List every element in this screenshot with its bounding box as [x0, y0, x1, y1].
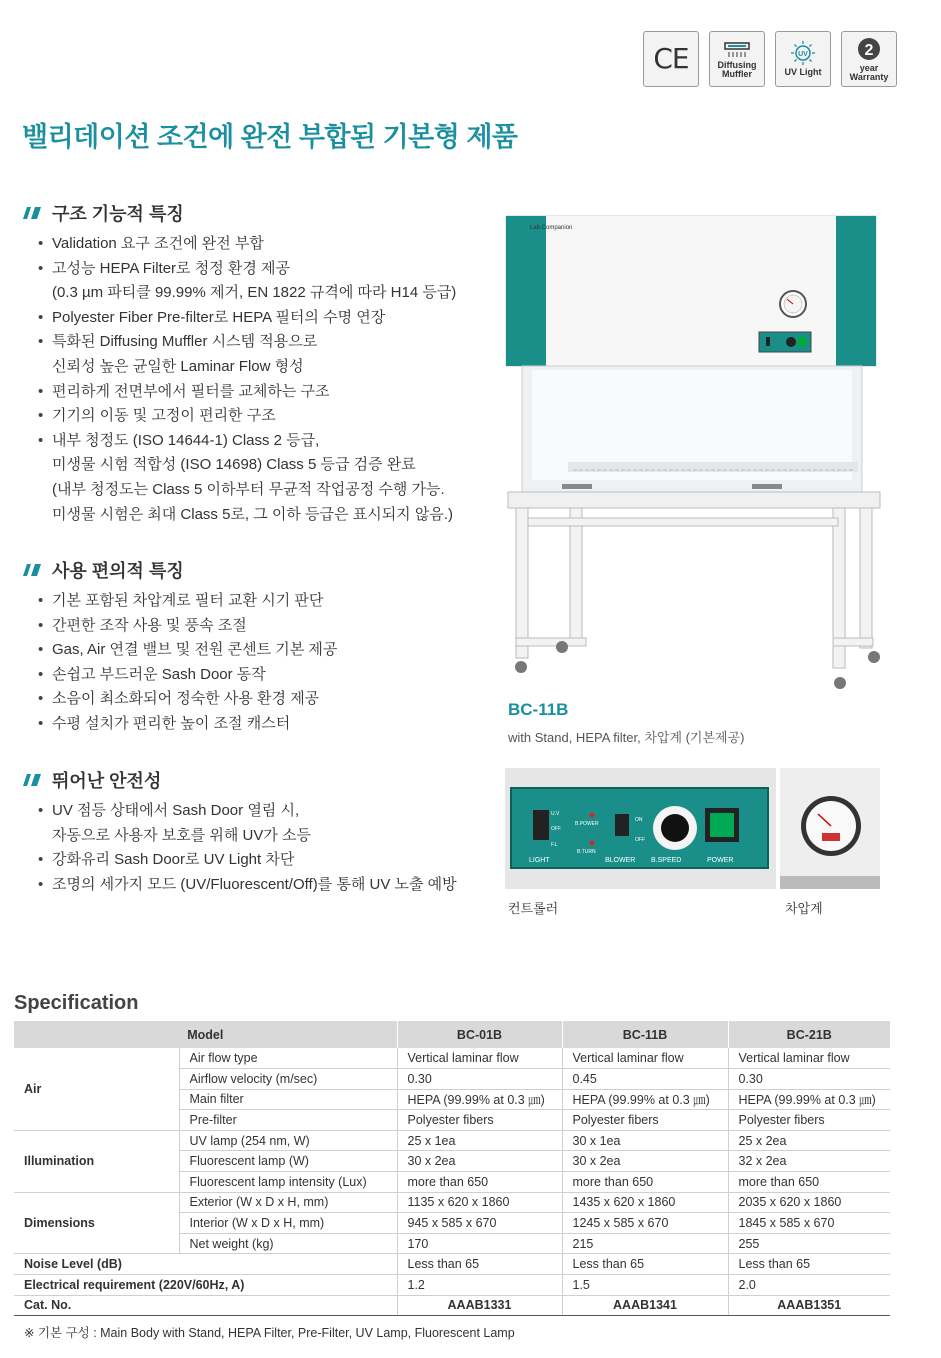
cell: 945 x 585 x 670 [397, 1213, 562, 1234]
list-item: (내부 청정도는 Class 5 이하부터 무균적 작업공정 수행 가능. [52, 480, 445, 498]
caption-controller: 컨트롤러 [508, 901, 559, 916]
table-row [14, 1254, 890, 1275]
cell: 170 [397, 1233, 562, 1254]
row-label: Electrical requirement (220V/60Hz, A) [14, 1275, 397, 1296]
cell: more than 650 [562, 1172, 728, 1193]
spec-table [14, 1021, 890, 1316]
list-item: • Polyester Fiber Pre-filter로 HEPA 필터의 수명 연장 [20, 306, 490, 331]
footnote: ※ 기본 구성 : Main Body with Stand, HEPA Filter, Pre-Filter, UV Lamp, Fluorescent Lamp [24, 1326, 515, 1340]
cell: 32 x 2ea [728, 1151, 890, 1172]
item-label: Interior (W x D x H, mm) [179, 1213, 397, 1234]
row-label: Cat. No. [14, 1295, 397, 1316]
cell: more than 650 [397, 1172, 562, 1193]
list-item: • 강화유리 Sash Door로 UV Light 차단 [20, 848, 490, 873]
page-title: 밸리데이션 조건에 완전 부합된 기본형 제품 [22, 122, 518, 152]
certification-badges [643, 31, 897, 87]
cell: HEPA (99.99% at 0.3 ㎛) [728, 1089, 890, 1110]
svg-text:Lab Companion: Lab Companion [530, 225, 573, 231]
section-marker-icon [20, 206, 42, 220]
table-row [14, 1130, 890, 1151]
cell: 25 x 2ea [728, 1130, 890, 1151]
list-item: • 간편한 조작 사용 및 풍속 조절 [20, 614, 490, 639]
cell: 0.45 [562, 1069, 728, 1090]
section-title: 사용 편의적 특징 [52, 561, 184, 581]
cell: 1135 x 620 x 1860 [397, 1192, 562, 1213]
list-item: • Validation 요구 조건에 완전 부합 [20, 232, 490, 257]
header-col: BC-01B [397, 1021, 562, 1048]
list-item: 미생물 시험 적합성 (ISO 14698) Class 5 등급 검증 완료 [52, 456, 416, 474]
svg-text:B.SPEED: B.SPEED [651, 857, 682, 864]
list-item: 자동으로 사용자 보호를 위해 UV가 소등 [52, 826, 312, 844]
cell: 1435 x 620 x 1860 [562, 1192, 728, 1213]
cell: more than 650 [728, 1172, 890, 1193]
cell: Vertical laminar flow [728, 1048, 890, 1069]
section-marker-icon [20, 563, 42, 577]
row-label: Noise Level (dB) [14, 1254, 397, 1275]
table-row [14, 1048, 890, 1069]
item-label: UV lamp (254 nm, W) [179, 1130, 397, 1151]
svg-text:OFF: OFF [635, 837, 645, 843]
svg-text:B.POWER: B.POWER [575, 821, 599, 827]
model-description: with Stand, HEPA filter, 차압계 (기본제공) [508, 730, 745, 745]
pressure-gauge-image [780, 768, 880, 889]
list-item: (0.3 µm 파티클 99.99% 제거, EN 1822 규격에 따라 H14 등급) [52, 284, 457, 302]
item-label: Net weight (kg) [179, 1233, 397, 1254]
list-item: 미생물 시험은 최대 Class 5로, 그 이하 등급은 표시되지 않음.) [52, 505, 453, 523]
cell: 30 x 2ea [562, 1151, 728, 1172]
table-row [14, 1275, 890, 1296]
warranty-icon: 2 year Warranty [841, 31, 897, 87]
header-col: BC-11B [562, 1021, 728, 1048]
group-label: Illumination [14, 1130, 179, 1192]
cell: 2.0 [728, 1275, 890, 1296]
item-label: Exterior (W x D x H, mm) [179, 1192, 397, 1213]
list-item: • 기본 포함된 차압계로 필터 교환 시기 판단 [20, 589, 490, 614]
item-label: Airflow velocity (m/sec) [179, 1069, 397, 1090]
ce-mark-icon: CE [643, 31, 699, 87]
list-item: • 소음이 최소화되어 정숙한 사용 환경 제공 [20, 687, 490, 712]
svg-text:2: 2 [864, 41, 874, 59]
svg-text:BLOWER: BLOWER [605, 857, 636, 864]
list-item: • 기기의 이동 및 고정이 편리한 구조 [20, 404, 490, 429]
table-header-row [14, 1021, 890, 1048]
cell: 0.30 [397, 1069, 562, 1090]
cell: 1.2 [397, 1275, 562, 1296]
svg-text:OFF: OFF [551, 826, 561, 832]
product-image [488, 200, 888, 695]
section-structure [20, 200, 490, 527]
list-item: • 내부 청정도 (ISO 14644-1) Class 2 등급, [20, 429, 490, 454]
header-col: BC-21B [728, 1021, 890, 1048]
cell: AAAB1351 [728, 1295, 890, 1316]
cell: 25 x 1ea [397, 1130, 562, 1151]
item-label: Main filter [179, 1089, 397, 1110]
diffusing-muffler-icon: Diffusing Muffler [709, 31, 765, 87]
item-label: Fluorescent lamp (W) [179, 1151, 397, 1172]
cell: Less than 65 [562, 1254, 728, 1275]
cell: 0.30 [728, 1069, 890, 1090]
cell: HEPA (99.99% at 0.3 ㎛) [562, 1089, 728, 1110]
list-item: • Gas, Air 연결 밸브 및 전원 콘센트 기본 제공 [20, 638, 490, 663]
list-item: 신뢰성 높은 균일한 Laminar Flow 형성 [52, 357, 304, 375]
cell: AAAB1341 [562, 1295, 728, 1316]
table-row [14, 1295, 890, 1316]
cell: 30 x 1ea [562, 1130, 728, 1151]
cell: HEPA (99.99% at 0.3 ㎛) [397, 1089, 562, 1110]
list-item: • 특화된 Diffusing Muffler 시스템 적용으로 [20, 330, 490, 355]
cell: AAAB1331 [397, 1295, 562, 1316]
controller-image [505, 768, 776, 889]
group-label: Dimensions [14, 1192, 179, 1254]
cell: 1845 x 585 x 670 [728, 1213, 890, 1234]
cell: Polyester fibers [728, 1110, 890, 1131]
svg-text:LIGHT: LIGHT [529, 857, 550, 864]
model-name: BC-11B [508, 700, 569, 719]
section-title: 뛰어난 안전성 [52, 771, 162, 791]
cell: 215 [562, 1233, 728, 1254]
cell: 1245 x 585 x 670 [562, 1213, 728, 1234]
section-marker-icon [20, 773, 42, 787]
section-safety [20, 767, 490, 897]
list-item: • UV 점등 상태에서 Sash Door 열림 시, [20, 799, 490, 824]
header-model: Model [14, 1021, 397, 1048]
caption-gauge: 차압계 [785, 901, 823, 916]
cell: 30 x 2ea [397, 1151, 562, 1172]
cell: Less than 65 [728, 1254, 890, 1275]
item-label: Air flow type [179, 1048, 397, 1069]
svg-text:U.V: U.V [551, 811, 560, 817]
cell: Less than 65 [397, 1254, 562, 1275]
svg-text:B.TURN: B.TURN [577, 849, 596, 855]
svg-text:UV: UV [798, 51, 808, 59]
list-item: • 손쉽고 부드러운 Sash Door 동작 [20, 663, 490, 688]
cell: 2035 x 620 x 1860 [728, 1192, 890, 1213]
list-item: • 수평 설치가 편리한 높이 조절 캐스터 [20, 712, 490, 737]
table-row [14, 1192, 890, 1213]
cell: Vertical laminar flow [562, 1048, 728, 1069]
list-item: • 편리하게 전면부에서 필터를 교체하는 구조 [20, 380, 490, 405]
cell: Polyester fibers [562, 1110, 728, 1131]
section-title: 구조 기능적 특징 [52, 204, 184, 224]
cell: Polyester fibers [397, 1110, 562, 1131]
section-convenience [20, 557, 490, 737]
cell: Vertical laminar flow [397, 1048, 562, 1069]
svg-text:F.L: F.L [551, 842, 558, 848]
item-label: Pre-filter [179, 1110, 397, 1131]
list-item: • 조명의 세가지 모드 (UV/Fluorescent/Off)를 통해 UV 노출 예방 [20, 873, 490, 898]
feature-list [20, 232, 490, 527]
svg-text:POWER: POWER [707, 857, 734, 864]
feature-list [20, 799, 490, 897]
item-label: Fluorescent lamp intensity (Lux) [179, 1172, 397, 1193]
uv-light-icon: UV UV Light [775, 31, 831, 87]
cell: 255 [728, 1233, 890, 1254]
list-item: • 고성능 HEPA Filter로 청정 환경 제공 [20, 257, 490, 282]
cell: 1.5 [562, 1275, 728, 1296]
group-label: Air [14, 1048, 179, 1130]
spec-title: Specification [14, 992, 139, 1014]
feature-list [20, 589, 490, 737]
svg-text:ON: ON [635, 817, 643, 823]
